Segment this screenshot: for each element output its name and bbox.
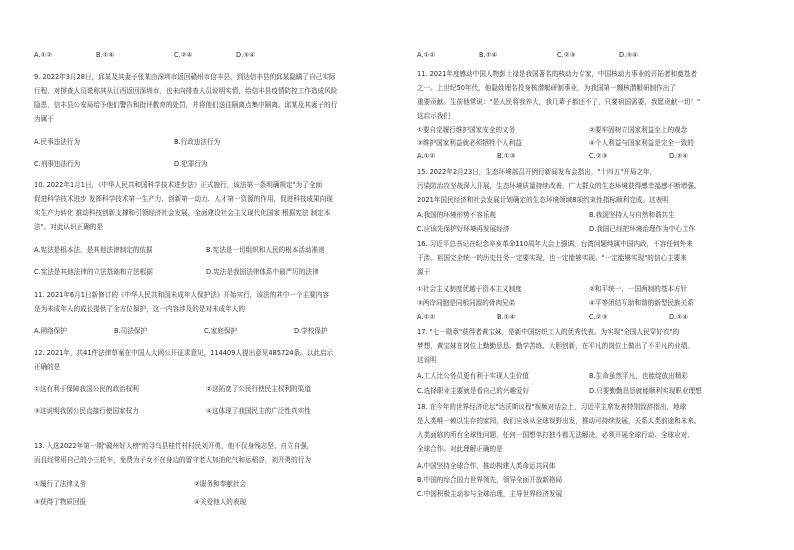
q11-line-1: 11. 2021年6月1日新修订的《中华人民共和国未成年人保护法》开始实行，该法的其中一个主要内容 [34, 291, 329, 299]
q17-option-d: D.只要勤勤恳恳就能顺利实现职业理想 [589, 387, 702, 395]
q15-option-b: B.我国坚持人与自然和谐共生 [589, 211, 675, 219]
q16-option-3: ③两岸同胞是同根同源的骨肉兄弟 [417, 299, 516, 307]
q12-option-4: ④这体现了我国民主的广泛性真实性 [206, 407, 311, 415]
r-q11-choice-b: B.①③ [497, 152, 516, 160]
q12-option-2: ②这拓宽了公民行使民主权利的渠道 [206, 385, 311, 393]
q10-option-d: D.宪法是我国法律体系中最严厉的法律 [206, 268, 319, 276]
q13-line-1: 13. 入选2022年第一期"赣州好人榜"的寻乌县桂竹村村民刘开勇，他不仅身残志坚、自立自强， [34, 442, 314, 450]
q12-option-1: ①这有利于保障我国公民的政治权利 [34, 385, 139, 393]
option-c: C.②④ [174, 51, 193, 59]
q12-options-row-1 [34, 384, 394, 394]
q13-option-2: ②服务和奉献社会 [194, 480, 247, 488]
r-q11-choice-a: A.①② [417, 152, 436, 160]
q11-option-b: B.司法保护 [114, 327, 147, 335]
q9-line-3: 隐患，信丰县公安局给予他们警告和批评教育的处罚，并将他们送往隔离点集中隔离。邱某及其妻子的行 [34, 101, 338, 109]
q16-abcd [417, 312, 777, 322]
r-q11-options-row-2 [417, 138, 777, 148]
q18-line-4: 全球合作。对此理解正确的是 [417, 445, 503, 453]
q16-line-1: 16. 习近平总书记在纪念辛亥革命110周年大会上强调，台湾问题纯属中国内政，不容任何外来 [417, 240, 693, 248]
q12-options-row-2 [34, 406, 394, 416]
q11-option-c: C.家庭保护 [204, 327, 238, 335]
top-options-right [417, 50, 777, 60]
q16-choice-d: D.③④ [669, 313, 688, 321]
q16-choice-b: B.①④ [497, 313, 516, 321]
r-q11-option-4: ④个人利益与国家利益是完全一致的 [589, 139, 694, 147]
q11-options [34, 326, 394, 336]
q18-option-a: A.中国坚持全球合作，推动构建人类命运共同体 [417, 462, 556, 470]
q15-option-d: D.我国已经把环境治理作为中心工作 [589, 225, 696, 233]
option-c: C.②③ [557, 51, 576, 59]
r-q11-abcd [417, 151, 777, 161]
r-q11-option-3: ③维护国家利益就必须牺牲个人利益 [417, 139, 522, 147]
r-q11-option-2: ②要牢固树立国家利益至上的观念 [589, 126, 688, 134]
option-d: D.③④ [236, 51, 255, 59]
option-b: B.①④ [479, 51, 498, 59]
option-b: B.①④ [96, 51, 115, 59]
q10-options-row-1 [34, 245, 394, 255]
q9-option-d: D.犯罪行为 [174, 160, 208, 168]
q9-line-2: 行程，对排查人员谎称其从江西返回深圳市，也未向排查人员说明实情，给信丰县疫情防控工作造成风险 [34, 87, 338, 95]
q16-option-2: ②和平统一、一国两制的基本方针 [589, 285, 688, 293]
q10-line-1: 10. 2022年1月1日，《中华人民共和国科学技术进步法》正式施行，该法第一条明确规定"为了全面 [34, 181, 323, 189]
q18-line-1: 18. 在今年的世界经济论坛"达沃斯议程"视频对话会上，习近平主席发表特别致辞指出，地球 [417, 403, 687, 411]
option-d: D.③④ [619, 51, 638, 59]
q15-options-row-1 [417, 210, 777, 220]
q18-line-3: 人类面临的所有全球性问题，任何一国想单打独斗都无法解决，必须开展全球行动、全球应对、 [417, 431, 694, 439]
q16-option-4: ④平等团结互助和谐的新型民族关系 [589, 299, 694, 307]
q10-line-3: 实生产力转化 推动科技创新支撑和引领经济社会发展，全面建设社会主义现代化国家 根据宪法 制定本 [34, 209, 331, 217]
q9-options-row-1 [34, 137, 394, 147]
q17-options-row-2 [417, 386, 777, 396]
q10-options-row-2 [34, 267, 394, 277]
q15-options-row-2 [417, 224, 777, 234]
option-a: A.①② [34, 51, 53, 59]
q13-option-4: ④关爱他人的表现 [194, 498, 247, 506]
q18-option-b: B.中国的综合国力世界领先，领导全面开放新格局 [417, 476, 563, 484]
q10-option-c: C.宪法是其他法律的立法基础和立法根据 [34, 268, 153, 276]
q13-option-3: ③获得了物质回报 [34, 498, 87, 506]
q15-option-c: C.应该先保护好环境再发展经济 [417, 225, 510, 233]
q11-option-d: D.学校保护 [294, 327, 328, 335]
q16-option-1: ①社会主义制度优越于资本主义制度 [417, 285, 522, 293]
q12-line-2: 正确的是 [34, 363, 61, 371]
r-q11-options-row-1 [417, 125, 777, 135]
q15-line-3: 2021年国民经济和社会发展计划确定的生态环境领域8项约束性指标顺利完成。这表明 [417, 196, 669, 204]
q16-line-2: 干涉。祖国完全统一的历史任务一定要实现，也一定能够实现。"一定能够实现"的信心主要来 [417, 254, 687, 262]
q17-option-a: A.工人比公务员更有利于实现人生价值 [417, 372, 529, 380]
q17-line-3: 这说明 [417, 356, 437, 364]
r-q11-line-3: 重要贡献。生前他常说："是人民将我养大，我几辈子都还不了，只要祖国需要，我愿贡献一切！" [417, 98, 701, 106]
q17-option-b: B.生命虽然平凡，也能绽放出精彩 [589, 372, 688, 380]
r-q11-line-1: 11. 2021年度感动中国人物彭士禄是我国著名的核动力专家，中国核动力事业的开拓者和奠基者 [417, 70, 697, 78]
q10-option-b: B.宪法是一切组织和人民的根本活动准则 [206, 246, 325, 254]
q18-option-c: C.中国积极主动参与全球治理，主导世界经济发展 [417, 490, 563, 498]
q9-options-row-2 [34, 159, 394, 169]
q18-line-2: 是人类唯一赖以生存的家园，我们应该从全球视野出发，推动可持续发展，关系人类前途和未来。 [417, 417, 701, 425]
q16-choice-a: A.①② [417, 313, 436, 321]
q17-line-2: 梦想，黄宝妹在岗位上勤勤恳恳、勤学苦练、大胆创新，在平凡的岗位上做出了不平凡的业绩。 [417, 342, 694, 350]
r-q11-line-4: 这启示我们 [417, 112, 450, 120]
q10-line-2: 促进科学技术进步 发挥科学技术第一生产力、创新第一动力、人才第一资源的作用，促进科技成果向现 [34, 195, 333, 203]
q13-options-row-1 [34, 479, 394, 489]
q9-option-b: B.行政违法行为 [174, 138, 221, 146]
q13-option-1: ①履行了法律义务 [34, 480, 87, 488]
r-q11-option-1: ①要自觉履行维护国家安全的义务 [417, 126, 516, 134]
q17-option-c: C.选择职业主要就是看自己的兴趣爱好 [417, 387, 530, 395]
option-a: A.①② [417, 51, 436, 59]
q16-line-3: 源于 [417, 268, 431, 276]
r-q11-line-2: 之一。上世纪50年代，他隐姓埋名投身核潜艇研制事业，为我国第一艘核潜艇研制作出了 [417, 84, 676, 92]
q9-line-1: 9. 2022年3月28日，邱某及其妻子张某由深圳市返回赣州市信丰县，到达信丰县的邱某隐瞒了自己实际 [34, 73, 336, 81]
q17-line-1: 17. "七一勋章"获得者黄宝妹，是新中国纺织工人的优秀代表。为实现"全国人民穿好衣"的 [417, 328, 680, 336]
q17-options-row-1 [417, 371, 777, 381]
q9-option-c: C.刑事违法行为 [34, 160, 81, 168]
q13-line-2: 而且经常用自己的小三轮车，免费为子女不在身边的留守老人加油化气和运稻谷，刘开勇的行为 [34, 456, 311, 464]
q13-options-row-2 [34, 497, 394, 507]
q11-line-2: 是为未成年人的成长提供了全方位保护，这一内容涉及的是对未成年人的 [34, 305, 245, 313]
q16-options-row-2 [417, 298, 777, 308]
top-options-left [34, 50, 394, 60]
q9-option-a: A.民事违法行为 [34, 138, 81, 146]
q15-line-1: 15. 2022年2月23日，生态环境部召开例行新闻发布会指出，"十四五"开局之年， [417, 168, 657, 176]
q16-options-row-1 [417, 284, 777, 294]
q9-line-4: 为属于 [34, 115, 54, 123]
r-q11-choice-d: D.③④ [669, 152, 688, 160]
q12-line-1: 12. 2021年，共41件法律草案在中国人大网公开征求意见，114409人提出意见485724条。以此启示 [34, 349, 334, 357]
q16-choice-c: C.②③ [589, 313, 608, 321]
q12-option-3: ③这说明我国公民直接行使国家权力 [34, 407, 139, 415]
r-q11-choice-c: C.②③ [589, 152, 608, 160]
q10-option-a: A.宪法是根本法，是其他法律制定的依据 [34, 246, 153, 254]
q15-line-2: 污染防治攻坚战深入开展，生态环境质量持续改善，广大群众的生态环境获得感幸福感不断增强。 [417, 182, 701, 190]
q10-line-4: 法"。对此认识正确的是 [34, 223, 103, 231]
q11-option-a: A.网络保护 [34, 327, 67, 335]
q15-option-a: A.我国的环境形势不容乐观 [417, 211, 497, 219]
